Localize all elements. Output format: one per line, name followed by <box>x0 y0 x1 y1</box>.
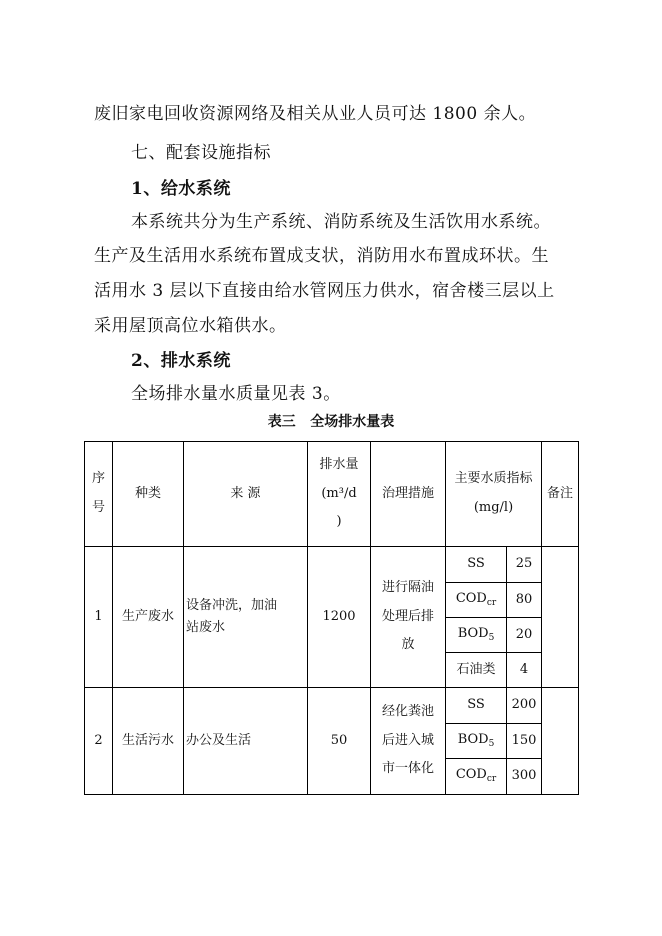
row1-q3-value: 20 <box>507 618 542 653</box>
paragraph-line-1: 废旧家电回收资源网络及相关从业人员可达 1800 余人。 <box>94 104 537 124</box>
row1-q2-label: COD <box>455 590 487 606</box>
row2-q1-name: SS <box>446 688 507 724</box>
row2-q1-value: 200 <box>507 688 542 724</box>
header-type: 种类 <box>113 442 184 547</box>
header-volume <box>308 442 371 547</box>
header-seq-line1: 序 <box>91 471 105 487</box>
row1-type: 生产废水 <box>113 547 184 688</box>
row2-q3-label: COD <box>455 767 487 783</box>
row2-seq: 2 <box>85 688 113 795</box>
row1-q2-subscript: cr <box>486 597 497 608</box>
row2-q2-subscript: 5 <box>488 738 495 749</box>
header-treatment: 治理措施 <box>371 442 446 547</box>
row1-source-line1: 设备冲洗，加油 <box>186 597 278 613</box>
table-caption: 表三 全场排水量表 <box>267 414 395 430</box>
row1-q3-label: BOD <box>457 625 489 641</box>
header-seq-line2: 号 <box>91 500 105 515</box>
header-quality-line2: (mg/l) <box>473 500 514 515</box>
header-quality <box>446 442 542 547</box>
row1-q1-value: 25 <box>507 547 542 583</box>
row2-q2-name <box>446 724 507 759</box>
row1-q2-name <box>446 583 507 618</box>
row1-q1-name: SS <box>446 547 507 583</box>
row2-q2-label: BOD <box>457 731 489 747</box>
row2-q3-name <box>446 759 507 795</box>
row2-remark <box>542 688 579 795</box>
row1-q4-name: 石油类 <box>446 653 507 688</box>
paragraph-line-9: 全场排水量水质量见表 3。 <box>131 384 341 404</box>
row2-type: 生活污水 <box>113 688 184 795</box>
header-seq <box>85 442 113 547</box>
header-quality-line1: 主要水质指标 <box>454 471 533 487</box>
table-row <box>85 688 579 724</box>
row1-treatment-line2: 处理后排 <box>381 608 434 624</box>
paragraph-line-6: 活用水 3 层以下直接由给水管网压力供水，宿舍楼三层以上 <box>94 281 555 301</box>
row2-source: 办公及生活 <box>184 688 308 795</box>
section-heading-7: 七、配套设施指标 <box>131 143 271 163</box>
header-volume-line3: ) <box>336 514 342 530</box>
row1-treatment <box>371 547 446 688</box>
paragraph-line-5: 生产及生活用水系统布置成支状，消防用水布置成环状。生 <box>94 246 549 266</box>
row1-source-line2: 站废水 <box>186 620 226 635</box>
header-remark: 备注 <box>542 442 579 547</box>
row1-treatment-line3: 放 <box>401 637 415 653</box>
row2-treatment-line1: 经化粪池 <box>381 704 434 720</box>
header-volume-line1: 排水量 <box>319 457 359 473</box>
row1-q3-subscript: 5 <box>488 632 495 643</box>
row1-treatment-line1: 进行隔油 <box>381 580 434 596</box>
row2-treatment <box>371 688 446 795</box>
drainage-table <box>84 441 579 795</box>
row1-q3-name <box>446 618 507 653</box>
row1-seq: 1 <box>85 547 113 688</box>
row1-q2-value: 80 <box>507 583 542 618</box>
subsection-heading-drainage: 2、排水系统 <box>131 351 231 371</box>
row2-q3-value: 300 <box>507 759 542 795</box>
row1-q4-value: 4 <box>507 653 542 688</box>
row1-volume: 1200 <box>308 547 371 688</box>
row2-treatment-line2: 后进入城 <box>381 732 434 748</box>
paragraph-line-7: 采用屋顶高位水箱供水。 <box>94 316 287 336</box>
table-row <box>85 547 579 583</box>
row1-remark <box>542 547 579 688</box>
paragraph-line-4: 本系统共分为生产系统、消防系统及生活饮用水系统。 <box>131 212 551 232</box>
row2-treatment-line3: 市一体化 <box>381 761 434 777</box>
row2-volume: 50 <box>308 688 371 795</box>
row1-source <box>184 547 308 688</box>
table-header-row <box>85 442 579 547</box>
row2-q3-subscript: cr <box>486 774 497 785</box>
row2-q2-value: 150 <box>507 724 542 759</box>
header-source: 来 源 <box>184 442 308 547</box>
header-volume-line2: (m³/d <box>321 485 357 501</box>
subsection-heading-water-supply: 1、给水系统 <box>131 179 231 199</box>
